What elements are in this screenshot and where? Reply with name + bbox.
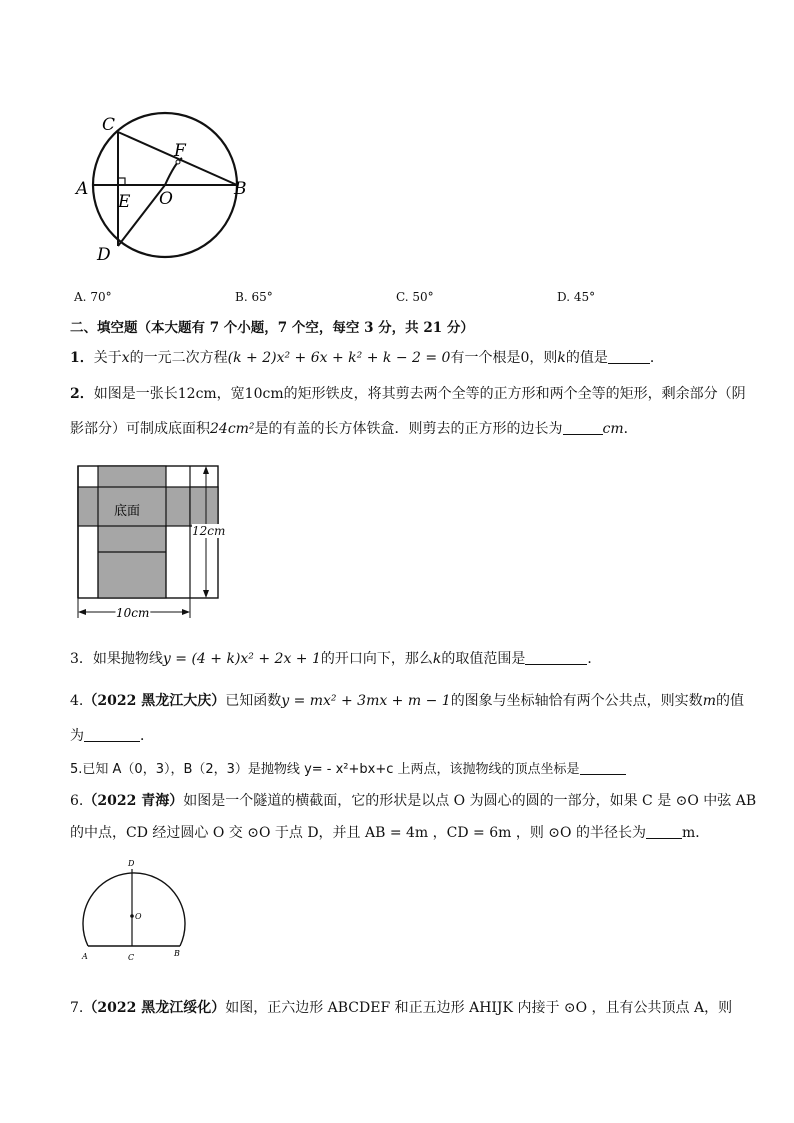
height-label: 12cm [192, 524, 226, 538]
figure-rectangle-net [74, 460, 234, 630]
label-E: E [118, 192, 131, 212]
answer-blank-2[interactable] [563, 422, 603, 435]
answer-blank-4[interactable] [84, 729, 140, 742]
label-C: C [128, 953, 135, 962]
question-4-line-2: 为 ． [70, 728, 154, 744]
choice-d[interactable]: D. 45° [557, 290, 596, 304]
section-heading-fill-in: 二、填空题（本大题有 7 个小题，7 个空，每空 3 分，共 21 分） [70, 320, 474, 336]
question-5: 5.已知 A（0，3），B（2，3）是抛物线 y= - x²+bx+c 上两点，该抛物线的顶点坐标是 [70, 758, 626, 777]
label-O: O [159, 189, 173, 209]
label-D: D [97, 245, 111, 265]
label-D: D [128, 859, 135, 868]
question-6-line-1: 6.（2022 青海）如图是一个隧道的横截面，它的形状是以点 O 为圆心的圆的一部分，如果 C 是 ⊙O 中弦 AB [70, 793, 757, 809]
question-2-line-2: 影部分）可制成底面积24cm²是的有盖的长方体铁盒．则剪去的正方形的边长为 cm． [70, 421, 638, 437]
label-A: A [76, 179, 89, 199]
label-F: F [174, 141, 186, 161]
label-O: O [135, 912, 142, 921]
label-C: C [102, 115, 116, 135]
width-label: 10cm [116, 606, 150, 620]
answer-blank-6[interactable] [646, 826, 682, 839]
question-7: 7.（2022 黑龙江绥化）如图，正六边形 ABCDEF 和正五边形 AHIJK 内接于 ⊙O ，且有公共顶点 A，则 [70, 1000, 733, 1016]
label-B: B [234, 179, 247, 199]
figure-circle-chords [70, 108, 260, 268]
question-3: 3．如果抛物线y = (4 + k)x² + 2x + 1的开口向下，那么k的取值范围是 ． [70, 651, 602, 667]
figure-tunnel [74, 856, 194, 966]
label-B: B [174, 949, 180, 958]
question-2-line-1: 2．如图是一张长12cm，宽10cm的矩形铁皮，将其剪去两个全等的正方形和两个全等的矩形，剩余部分（阴 [70, 386, 746, 402]
question-1: 1．关于x的一元二次方程(k + 2)x² + 6x + k² + k − 2 = 0有一个根是0，则k的值是 ． [70, 350, 664, 366]
question-6-line-2: 的中点，CD 经过圆心 O 交 ⊙O 于点 D，并且 AB = 4m ，CD = 6m ，则 ⊙O 的半径长为 m． [70, 825, 710, 841]
answer-blank-1[interactable] [608, 351, 650, 364]
question-4-line-1: 4.（2022 黑龙江大庆）已知函数y = mx² + 3mx + m − 1的图象与坐标轴恰有两个公共点，则实数m的值 [70, 693, 744, 709]
choice-a[interactable]: A. 70° [74, 290, 112, 304]
base-label: 底面 [114, 504, 141, 519]
label-A: A [82, 952, 88, 961]
choice-b[interactable]: B. 65° [235, 290, 273, 304]
choice-c[interactable]: C. 50° [396, 290, 434, 304]
answer-blank-3[interactable] [525, 652, 587, 665]
answer-blank-5[interactable] [580, 762, 626, 775]
